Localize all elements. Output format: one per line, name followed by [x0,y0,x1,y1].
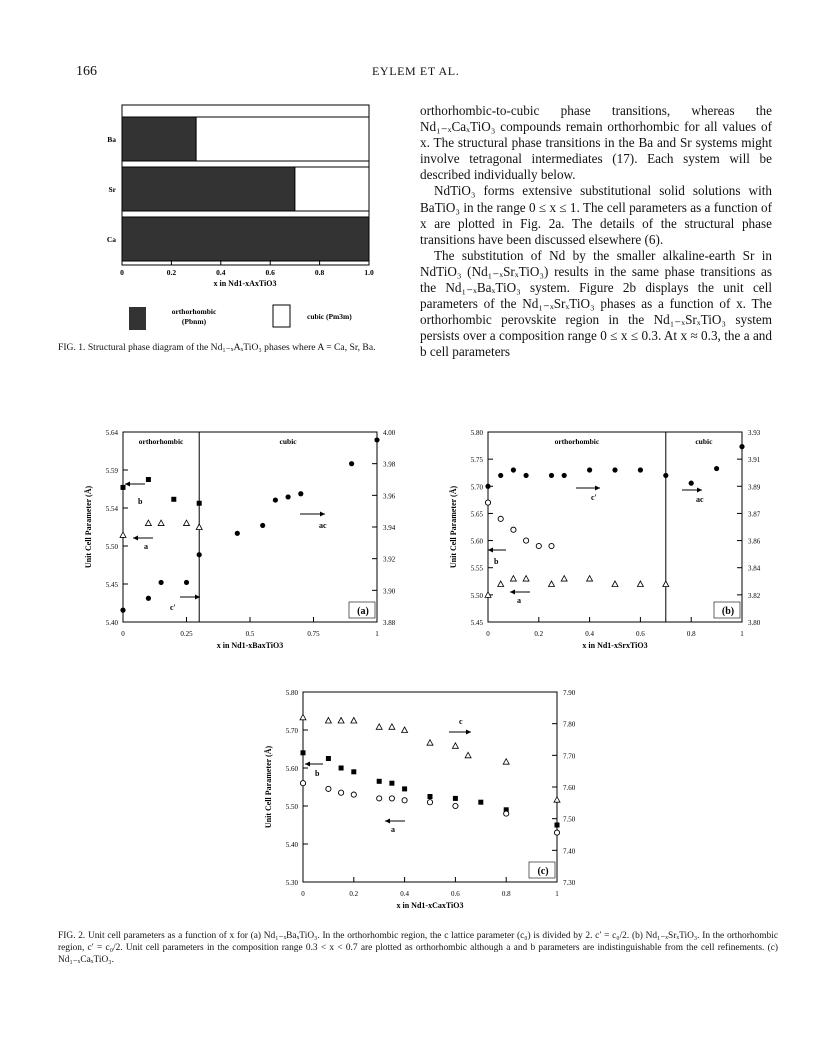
data-point-a [120,532,126,538]
fig2-caption: FIG. 2. Unit cell parameters as a function of x for (a) Nd₁₋ₓBaₓTiO₃. In the orthorhombic region, the c lattice parameter (c₀) is divided by 2. c′ = c₀/2. (b) Nd₁₋ₓSrₓTiO₃. In the orthorhombic region, c′ = c₀/2. Unit cell parameters in the composition range 0.3 < x < 0.7 are plotted as orthorhombic although a and b parameters are indistinguishable from the cell refinements. (c) Nd₁₋ₓCaₓTiO₃. [58,931,778,965]
running-head: EYLEM ET AL. [372,64,460,78]
data-point-a [326,786,331,791]
data-point-a [196,524,202,530]
region-label-cubic: cubic [695,437,713,446]
y-tick-label: 5.60 [470,537,483,546]
data-point-c [554,797,560,803]
data-point-ac [260,523,265,528]
fig1-x-tick-label: 1.0 [364,268,374,277]
data-point-cprime [663,473,668,478]
arrow-b-head [488,548,493,553]
annotation-c: c [459,717,463,726]
data-point-a [523,576,529,582]
x-tick-label: 0.2 [349,890,359,898]
fig1-x-tick-label: 0.6 [265,268,275,277]
data-point-a [158,520,164,526]
data-point-b [524,538,529,543]
fig1-x-axis-label: x in Nd1-xAxTiO3 [213,279,277,288]
arrow-a-head [385,819,390,824]
arrow-b-head [125,482,130,487]
x-tick-label: 0 [301,890,305,898]
data-point-a [554,830,559,835]
annotation-b: b [138,497,143,506]
x-tick-label: 1 [375,630,379,638]
y-tick-label: 5.40 [105,619,118,627]
data-point-c [376,724,382,730]
y-tick-label: 5.54 [105,505,118,513]
y-axis-label: Unit Cell Parameter (Å) [84,485,93,569]
paragraph: orthorhombic-to-cubic phase transitions, whereas the Nd₁₋ₓCaₓTiO₃ compounds remain orthorhombic for all values of x. The structural phase transitions in the Ba and Sr systems might involve tetragonal intermediates (17). Each system will be described individually below. [420,103,772,183]
y-tick-label: 5.59 [105,467,118,475]
legend-cubic-label: cubic (Pm3m) [307,312,352,321]
y2-tick-label: 7.80 [563,720,576,729]
fig2a-chart [55,420,415,665]
arrow-a-head [133,536,138,541]
y-tick-label: 5.70 [470,483,483,492]
data-point-cprime [562,473,567,478]
fig1-bar-ba-cubic [196,117,369,161]
data-point-cprime [638,467,643,472]
y-tick-label: 5.40 [285,841,298,849]
data-point-a [663,581,669,587]
y2-tick-label: 3.91 [748,456,761,465]
annotation-ac: ac [696,495,704,504]
data-point-b [453,796,458,801]
y2-tick-label: 3.90 [383,587,396,596]
data-point-a [549,581,555,587]
data-point-b [428,794,433,799]
data-point-b [536,543,541,548]
data-point-a [184,520,190,526]
data-point-ac [349,461,354,466]
data-point-a [389,796,394,801]
data-point-b [351,769,356,774]
y2-tick-label: 7.40 [563,847,576,856]
legend-ortho-spacegroup: (Pbnm) [181,317,207,326]
data-point-ac [689,481,694,486]
y2-tick-label: 4.00 [383,429,396,437]
data-point-a [427,800,432,805]
fig1-x-tick-label: 0.8 [314,268,325,277]
data-point-cprime [485,484,490,489]
y2-tick-label: 7.90 [563,689,576,697]
data-point-c [427,740,433,746]
panel-label: (a) [357,606,369,617]
annotation-a: a [517,596,521,605]
data-point-ac [714,466,719,471]
annotation-ac: ac [319,521,327,530]
y2-tick-label: 3.98 [383,460,396,469]
y-tick-label: 5.80 [285,689,298,697]
data-point-a [453,803,458,808]
annotation-a: a [144,542,148,551]
body-text [420,103,772,361]
y2-tick-label: 7.60 [563,784,576,792]
data-point-cprime [612,467,617,472]
x-tick-label: 0 [486,630,490,638]
data-point-cprime [524,473,529,478]
data-point-ac [286,494,291,499]
data-point-ac [235,531,240,536]
data-point-b [171,497,176,502]
data-point-a [145,520,151,526]
data-point-b [389,781,394,786]
y2-tick-label: 7.30 [563,879,576,887]
data-point-c [503,759,509,765]
y2-tick-label: 3.92 [383,555,396,564]
y2-tick-label: 3.87 [748,510,761,519]
panel-label: (c) [537,866,549,877]
x-tick-label: 0.8 [501,890,511,898]
x-tick-label: 0.4 [585,630,594,638]
data-point-cprime [159,580,164,585]
y-tick-label: 5.45 [105,581,118,589]
data-point-a [351,792,356,797]
paragraph: The substitution of Nd by the smaller alkaline-earth Sr in NdTiO₃ (Nd₁₋ₓSrₓTiO₃) results in the same phase transitions as the Nd₁₋ₓBaₓTiO₃ system. Figure 2b displays the unit cell parameters of the Nd₁₋ₓSrₓTiO₃ phases as a function of x. The orthorhombic perovskite region in the Nd₁₋ₓSrₓTiO₃ system persists over a composition range 0 ≤ x ≤ 0.3. At x ≈ 0.3, the a and b cell parameters [420,247,772,360]
data-point-a [498,581,504,587]
data-point-a [377,796,382,801]
data-point-a [587,576,593,582]
y-tick-label: 5.70 [285,727,298,735]
y-tick-label: 5.45 [470,619,483,627]
x-axis-label: x in Nd1-xSrxTiO3 [582,641,648,650]
y-tick-label: 5.50 [105,543,118,551]
data-point-b [301,750,306,755]
data-point-cprime [120,608,125,613]
y2-tick-label: 7.50 [563,815,576,824]
fig1-phase-diagram [100,100,400,340]
data-point-b [402,786,407,791]
data-point-c [452,743,458,749]
y-tick-label: 5.55 [470,564,483,573]
y-tick-label: 5.50 [470,591,483,600]
legend-ortho-label: orthorhombic [171,307,217,316]
plot-frame [123,432,377,622]
arrow-cprime-head [595,486,600,491]
paragraph: NdTiO₃ forms extensive substitutional solid solutions with BaTiO₃ in the range 0 ≤ x ≤ 1. The cell parameters as a function of x are plotted in Fig. 2a. The details of the structural phase transitions have been discussed elsewhere (6). [420,183,772,247]
x-tick-label: 0.6 [636,630,645,638]
data-point-b [377,779,382,784]
fig1-category-label: Sr [108,185,116,194]
data-point-ac [374,437,379,442]
data-point-cprime [587,467,592,472]
fig1-x-tick-label: 0 [120,268,124,277]
legend-cubic-swatch [273,305,290,327]
data-point-b [511,527,516,532]
data-point-cprime [511,467,516,472]
legend-ortho-swatch [129,307,146,330]
x-tick-label: 1 [740,630,744,638]
data-point-b [485,500,490,505]
plot-frame [488,432,742,622]
x-tick-label: 0 [121,630,125,638]
data-point-cprime [197,552,202,557]
data-point-a [510,576,516,582]
data-point-a [504,811,509,816]
y2-tick-label: 3.80 [748,619,761,627]
annotation-b: b [494,557,499,566]
y-axis-label: Unit Cell Parameter (Å) [449,485,458,569]
data-point-a [637,581,643,587]
y-tick-label: 5.65 [470,510,483,519]
data-point-b [197,501,202,506]
y-tick-label: 5.30 [285,879,298,887]
data-point-c [389,724,395,730]
region-label-orthorhombic: orthorhombic [138,437,184,446]
arrow-b-head [305,762,310,767]
data-point-a [339,790,344,795]
fig1-bars [122,117,369,261]
y-tick-label: 5.64 [105,429,118,437]
data-point-b [326,756,331,761]
data-point-ac [273,497,278,502]
y2-tick-label: 3.88 [383,619,396,627]
fig1-bar-sr-cubic [295,167,369,211]
panel-label: (b) [721,606,735,617]
region-label-orthorhombic: orthorhombic [554,437,600,446]
y2-tick-label: 3.86 [748,537,761,546]
data-point-a [561,576,567,582]
annotation-cprime: c' [170,603,176,612]
data-point-b [146,477,151,482]
y2-tick-label: 7.70 [563,752,576,761]
fig1-x-tick-label: 0.4 [216,268,226,277]
y-tick-label: 5.80 [470,429,483,437]
x-axis-label: x in Nd1-xBaxTiO3 [216,641,284,650]
x-axis-label: x in Nd1-xCaxTiO3 [396,901,464,910]
x-tick-label: 0.8 [686,630,696,638]
arrow-c-head [466,730,471,735]
x-tick-label: 0.4 [400,890,409,898]
fig1-bar-sr-ortho [122,167,295,211]
data-point-c [402,727,408,733]
y2-tick-label: 3.82 [748,591,761,600]
annotation-cprime: c' [591,493,597,502]
data-point-b [498,516,503,521]
data-point-a [300,781,305,786]
x-tick-label: 0.6 [451,890,460,898]
data-point-c [351,718,357,724]
annotation-b: b [315,769,320,778]
y-tick-label: 5.60 [285,765,298,773]
y2-tick-label: 3.93 [748,429,761,437]
x-tick-label: 0.2 [534,630,544,638]
data-point-cprime [498,473,503,478]
y-axis-label: Unit Cell Parameter (Å) [264,745,273,829]
fig1-caption: FIG. 1. Structural phase diagram of the Nd₁₋ₓAₓTiO₃ phases where A = Ca, Sr, Ba. [58,342,376,353]
arrow-ac-head [320,512,325,517]
fig1-x-ticks [120,260,374,277]
fig1-bar-ba-ortho [122,117,196,161]
y-tick-label: 5.75 [470,456,483,465]
fig1-category-labels [107,135,117,244]
arrow-ac-head [697,488,702,493]
x-tick-label: 0.25 [180,630,193,638]
data-point-b [478,800,483,805]
fig1-x-tick-label: 0.2 [166,268,177,277]
region-label-cubic: cubic [279,437,297,446]
x-tick-label: 0.75 [307,630,320,638]
data-point-c [338,718,344,724]
y-tick-label: 5.50 [285,803,298,811]
data-point-b [549,543,554,548]
fig1-category-label: Ca [106,235,116,244]
x-tick-label: 0.5 [245,630,255,638]
data-point-cprime [549,473,554,478]
data-point-a [612,581,618,587]
data-point-a [402,798,407,803]
data-point-ac [739,444,744,449]
data-point-b [339,766,344,771]
arrow-a-head [510,590,515,595]
data-point-ac [298,491,303,496]
y2-tick-label: 3.89 [748,483,761,492]
data-point-b [555,823,560,828]
y2-tick-label: 3.96 [383,492,396,501]
page-number: 166 [76,64,97,79]
data-point-cprime [184,580,189,585]
fig2b-chart [420,420,780,665]
data-point-c [325,718,331,724]
fig1-bar-ca-ortho [122,217,369,261]
data-point-cprime [146,596,151,601]
y2-tick-label: 3.94 [383,524,396,532]
data-point-c [300,714,306,720]
fig2c-chart [235,680,595,925]
fig1-category-label: Ba [107,135,116,144]
y2-tick-label: 3.84 [748,564,761,573]
data-point-b [121,485,126,490]
x-tick-label: 1 [555,890,559,898]
data-point-c [465,752,471,758]
annotation-a: a [391,825,395,834]
